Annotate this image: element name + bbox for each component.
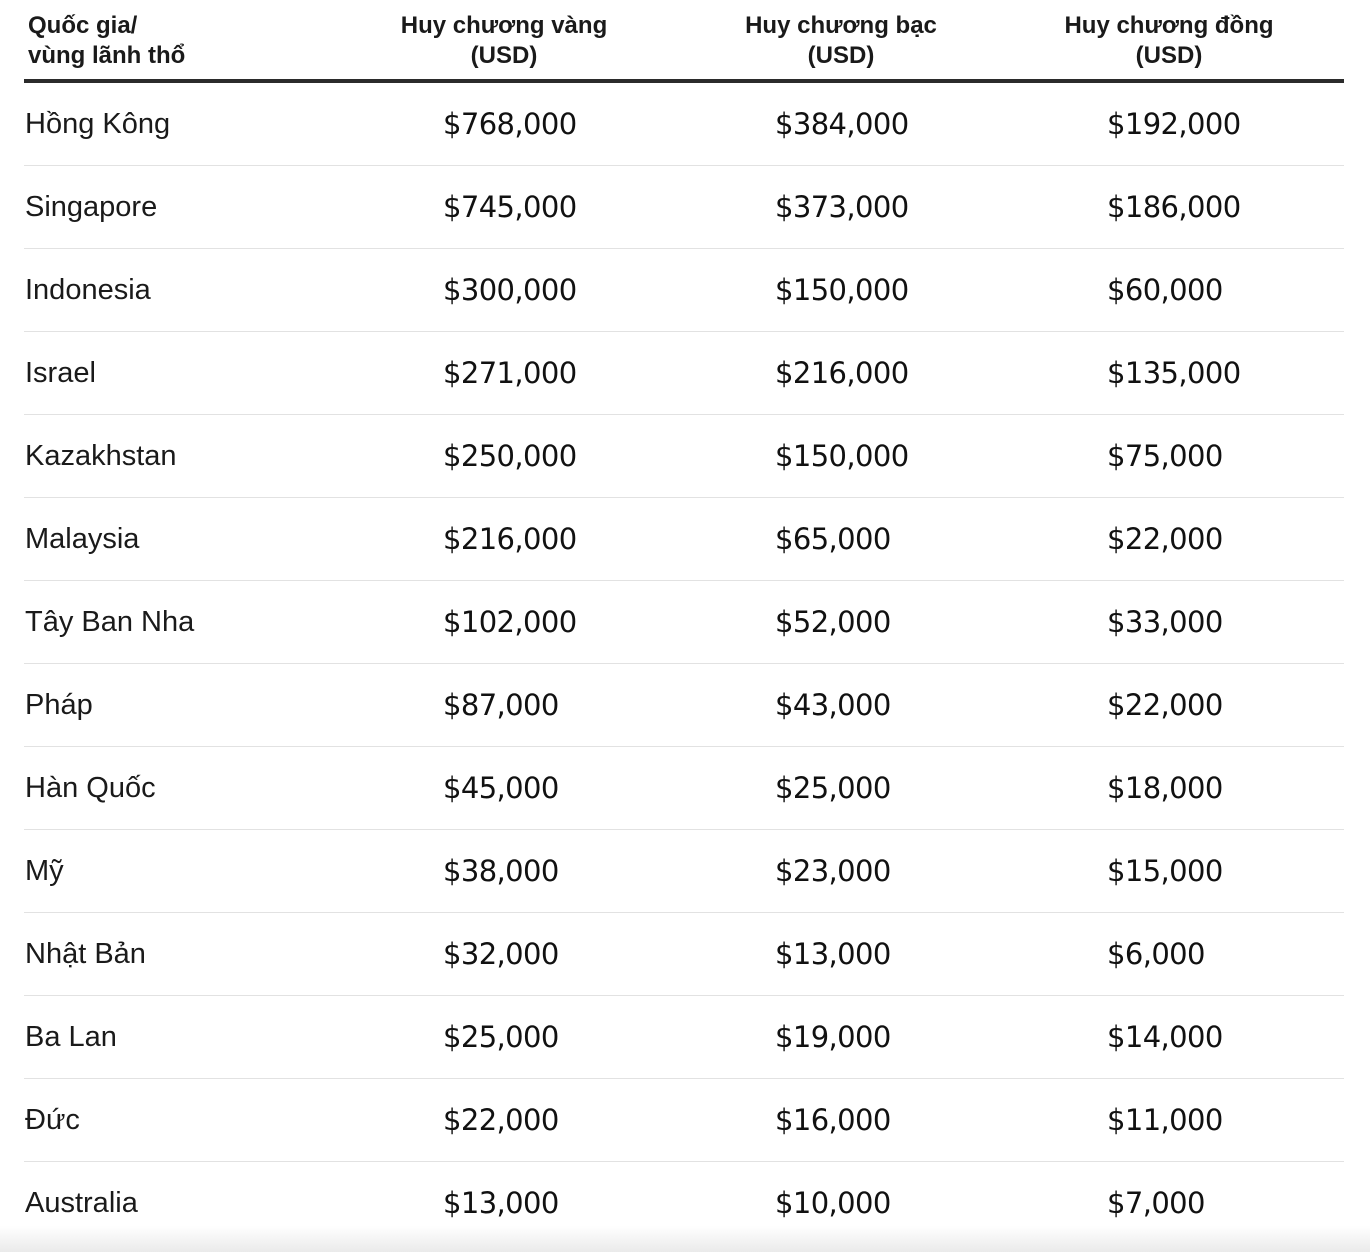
header-country [28,11,288,71]
country-cell: Mỹ [25,855,64,887]
country-cell: Tây Ban Nha [25,606,195,638]
gold-cell: $102,000 [443,605,577,639]
gold-cell: $768,000 [443,107,577,141]
country-cell: Đức [25,1104,80,1136]
bronze-cell: $186,000 [1107,190,1241,224]
gold-cell: $22,000 [443,1103,559,1137]
gold-cell: $87,000 [443,688,559,722]
country-cell: Pháp [25,689,93,721]
header-country-line2: vùng lãnh thổ [28,42,186,69]
bronze-cell: $14,000 [1107,1020,1223,1054]
table-row [24,747,1344,830]
silver-cell: $52,000 [775,605,891,639]
silver-cell: $150,000 [775,273,909,307]
country-cell: Hàn Quốc [25,772,156,804]
country-cell: Singapore [25,191,158,223]
table-row [24,166,1344,249]
silver-cell: $43,000 [775,688,891,722]
bronze-cell: $18,000 [1107,771,1223,805]
bronze-cell: $11,000 [1107,1103,1223,1137]
bronze-cell: $33,000 [1107,605,1223,639]
silver-cell: $150,000 [775,439,909,473]
bronze-cell: $192,000 [1107,107,1241,141]
medal-bonus-table [24,0,1344,1244]
table-row [24,830,1344,913]
gold-cell: $32,000 [443,937,559,971]
header-bronze-line1: Huy chương đồng [1064,12,1274,39]
silver-cell: $13,000 [775,937,891,971]
gold-cell: $745,000 [443,190,577,224]
bronze-cell: $7,000 [1107,1186,1205,1220]
country-cell: Indonesia [25,274,151,306]
bronze-cell: $15,000 [1107,854,1223,888]
table-row [24,581,1344,664]
country-cell: Israel [25,357,96,389]
country-cell: Malaysia [25,523,140,555]
table-body [24,83,1344,1244]
table-header [24,0,1344,83]
silver-cell: $16,000 [775,1103,891,1137]
header-gold-line2: (USD) [470,42,538,69]
gold-cell: $25,000 [443,1020,559,1054]
silver-cell: $10,000 [775,1186,891,1220]
header-bronze [1019,11,1319,71]
gold-cell: $13,000 [443,1186,559,1220]
gold-cell: $38,000 [443,854,559,888]
table-row [24,1162,1344,1244]
bronze-cell: $135,000 [1107,356,1241,390]
table-row [24,415,1344,498]
silver-cell: $19,000 [775,1020,891,1054]
gold-cell: $300,000 [443,273,577,307]
silver-cell: $384,000 [775,107,909,141]
gold-cell: $250,000 [443,439,577,473]
table-row [24,913,1344,996]
table-row [24,83,1344,166]
silver-cell: $23,000 [775,854,891,888]
country-cell: Nhật Bản [25,938,146,970]
table-row [24,249,1344,332]
country-cell: Ba Lan [25,1021,117,1053]
silver-cell: $216,000 [775,356,909,390]
country-cell: Hồng Kông [25,108,171,140]
bronze-cell: $22,000 [1107,688,1223,722]
header-silver-line1: Huy chương bạc [745,12,937,39]
table-row [24,498,1344,581]
header-country-line1: Quốc gia/ [28,12,138,39]
header-silver-line2: (USD) [807,42,875,69]
silver-cell: $373,000 [775,190,909,224]
bronze-cell: $60,000 [1107,273,1223,307]
gold-cell: $45,000 [443,771,559,805]
table-row [24,1079,1344,1162]
header-silver [691,11,991,71]
table-row [24,664,1344,747]
country-cell: Kazakhstan [25,440,177,472]
bronze-cell: $75,000 [1107,439,1223,473]
gold-cell: $271,000 [443,356,577,390]
table-row [24,332,1344,415]
bronze-cell: $6,000 [1107,937,1205,971]
table-row [24,996,1344,1079]
country-cell: Australia [25,1187,138,1219]
silver-cell: $65,000 [775,522,891,556]
header-gold-line1: Huy chương vàng [400,12,608,39]
header-gold [354,11,654,71]
bronze-cell: $22,000 [1107,522,1223,556]
silver-cell: $25,000 [775,771,891,805]
header-bronze-line2: (USD) [1135,42,1203,69]
gold-cell: $216,000 [443,522,577,556]
